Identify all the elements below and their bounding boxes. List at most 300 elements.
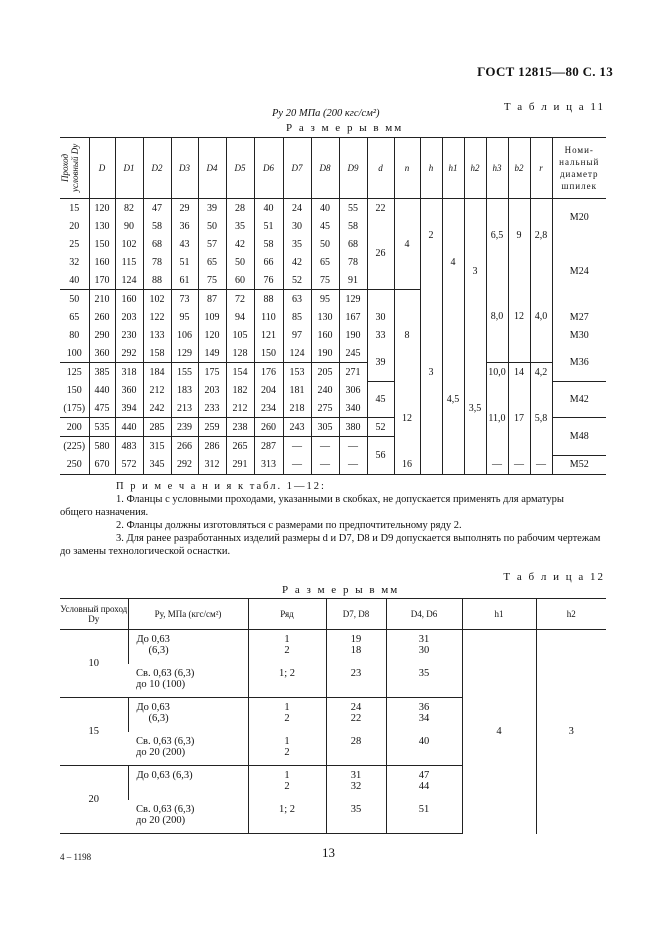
cell-d46 (386, 800, 462, 834)
cell-dim: 287 (254, 437, 283, 456)
cell-dim: 149 (198, 344, 226, 363)
cell-dim: 68 (143, 235, 171, 253)
cell-dn: 15 (60, 698, 128, 766)
cell-pressure (128, 766, 248, 800)
table-row (60, 363, 606, 382)
cell-dim: 266 (171, 437, 198, 456)
cell-h1: 4 (442, 199, 464, 327)
cell-dim: 42 (283, 253, 311, 271)
cell-dim: 95 (311, 290, 339, 309)
cell-pressure (128, 732, 248, 766)
cell-dim: 30 (283, 217, 311, 235)
cell-dim: 102 (143, 290, 171, 309)
cell-ryad (248, 800, 326, 834)
header-d3: D3 (171, 138, 198, 199)
cell-d: 33 (367, 326, 394, 344)
d78-line-1: 35 (350, 803, 362, 815)
cell-dn: 32 (69, 256, 80, 268)
cell-dim: 58 (143, 217, 171, 235)
cell-d: 22 (367, 199, 394, 218)
cell-pressure (128, 630, 248, 664)
cell-dim: 51 (254, 217, 283, 235)
cell-dim: 360 (89, 344, 115, 363)
cell-dim: 47 (143, 199, 171, 218)
table12-dims-caption: Р а з м е р ы в мм (282, 584, 400, 596)
ryad-line-1: 1 (284, 770, 290, 781)
cell-ryad (248, 732, 326, 766)
cell-d: 26 (367, 217, 394, 290)
cell-dim: 28 (226, 199, 254, 218)
cell-dim: 290 (89, 326, 115, 344)
cell-b2: 12 (508, 271, 530, 363)
cell-dim: 85 (283, 308, 311, 326)
cell-dim: 43 (171, 235, 198, 253)
d46-line-1: 47 (418, 770, 430, 781)
cell-dim: 76 (254, 271, 283, 290)
cell-d46 (386, 664, 462, 698)
cell-bolt: M48 (552, 418, 606, 456)
cell-dim: 88 (143, 271, 171, 290)
cell-dim: 190 (339, 326, 367, 344)
cell-bolt: M24 (552, 235, 606, 308)
header-n: n (394, 138, 420, 199)
cell-dim: — (283, 455, 311, 474)
header-d5: D5 (226, 138, 254, 199)
cell-dim: 153 (283, 363, 311, 382)
d46-line-2: 44 (418, 781, 430, 792)
cell-dim: 40 (311, 199, 339, 218)
header-bolt: Номи-нальный диаметр шпилек (552, 138, 606, 199)
cell-d78 (326, 630, 386, 664)
cell-d: 45 (367, 381, 394, 418)
cell-dim: 271 (339, 363, 367, 382)
cell-dim: 286 (198, 437, 226, 456)
cell-dim: 102 (115, 235, 143, 253)
cell-bolt: M27 (552, 308, 606, 326)
cell-ryad (248, 766, 326, 800)
cell-dim: 158 (143, 344, 171, 363)
cell-dim: 360 (115, 381, 143, 399)
d78-line-1: 23 (350, 667, 362, 679)
cell-d78 (326, 766, 386, 800)
t12-header-h1: h1 (462, 599, 536, 630)
d46-line-1: 36 (418, 702, 430, 713)
cell-dim: 260 (254, 418, 283, 437)
header-d8: D8 (311, 138, 339, 199)
notes (60, 480, 608, 558)
pressure-line-2: до 20 (200) (136, 746, 186, 758)
d46-line-1: 40 (418, 735, 430, 747)
cell-h2: 3,5 (464, 344, 486, 474)
cell-dim: 385 (89, 363, 115, 382)
cell-dn: 20 (60, 766, 128, 834)
cell-dim: 150 (254, 344, 283, 363)
cell-dim: 285 (143, 418, 171, 437)
cell-dim: 128 (226, 344, 254, 363)
d46-line-2: 30 (418, 645, 430, 656)
cell-dim: 97 (283, 326, 311, 344)
cell-dim: 160 (311, 326, 339, 344)
table-row (60, 381, 606, 399)
header-d: D (89, 138, 115, 199)
cell-h: 2 (420, 199, 442, 272)
cell-dim: 73 (171, 290, 198, 309)
cell-dim: 315 (143, 437, 171, 456)
cell-dim: 483 (115, 437, 143, 456)
t12-header-d46: D4, D6 (386, 599, 462, 630)
cell-dim: 265 (226, 437, 254, 456)
cell-dim: — (283, 437, 311, 456)
ryad-line-1: 1 (284, 702, 290, 713)
cell-dim: 65 (311, 253, 339, 271)
header-d9: D9 (339, 138, 367, 199)
cell-dim: 292 (171, 455, 198, 474)
cell-dim: 90 (115, 217, 143, 235)
cell-d: 39 (367, 344, 394, 381)
cell-dim: 50 (198, 217, 226, 235)
cell-dim: 121 (254, 326, 283, 344)
cell-pressure (128, 664, 248, 698)
header-h2: h2 (464, 138, 486, 199)
cell-dim: 312 (198, 455, 226, 474)
cell-d: 30 (367, 308, 394, 326)
header-d4: D4 (198, 138, 226, 199)
cell-dim: 176 (254, 363, 283, 382)
cell-dim: 78 (143, 253, 171, 271)
page-number: 13 (322, 845, 335, 860)
cell-dim: 160 (115, 290, 143, 309)
ryad-line-1: 1; 2 (278, 667, 296, 679)
cell-dim: 51 (171, 253, 198, 271)
cell-dim: 58 (254, 235, 283, 253)
cell-d78 (326, 664, 386, 698)
cell-dim: 130 (89, 217, 115, 235)
table11-dims-caption: Р а з м е р ы в мм (286, 122, 404, 134)
cell-d (367, 290, 394, 309)
d78-line-2: 22 (350, 713, 362, 724)
cell-dim: 204 (254, 381, 283, 399)
cell-bolt: M42 (552, 381, 606, 418)
cell-dim: 78 (339, 253, 367, 271)
cell-dim: 133 (143, 326, 171, 344)
header-d-small: d (367, 138, 394, 199)
ryad-line-1: 1; 2 (278, 803, 296, 815)
note-3b: до замены технологической оснастки. (60, 546, 231, 557)
cell-dim: 275 (311, 399, 339, 418)
cell-dim: 115 (115, 253, 143, 271)
cell-dim: 120 (198, 326, 226, 344)
cell-dim: 240 (311, 381, 339, 399)
cell-dn: (175) (60, 399, 89, 418)
cell-dim: 66 (254, 253, 283, 271)
cell-h: 3 (420, 271, 442, 474)
cell-dim: 160 (89, 253, 115, 271)
cell-dim: 190 (311, 344, 339, 363)
cell-dim: 210 (89, 290, 115, 309)
table12-label: Т а б л и ц а 12 (503, 571, 605, 583)
cell-dim: 572 (115, 455, 143, 474)
cell-b2: — (508, 455, 530, 474)
pressure-line-1: Св. 0,63 (6,3) (136, 667, 195, 679)
cell-h2: 3 (536, 630, 606, 834)
cell-dim: 184 (143, 363, 171, 382)
cell-dim: — (339, 437, 367, 456)
cell-dim: 82 (115, 199, 143, 218)
cell-r: 2,8 (530, 199, 552, 272)
cell-dim: 50 (311, 235, 339, 253)
cell-dim: 475 (89, 399, 115, 418)
cell-dim: 239 (171, 418, 198, 437)
d78-line-2: 18 (350, 645, 362, 656)
d46-line-1: 31 (418, 634, 430, 645)
cell-d78 (326, 732, 386, 766)
header-d7: D7 (283, 138, 311, 199)
cell-dim: 440 (89, 381, 115, 399)
cell-dim: 50 (226, 253, 254, 271)
table-row (60, 271, 606, 290)
cell-h2: 3 (464, 199, 486, 345)
cell-dim: 318 (115, 363, 143, 382)
cell-dim: 170 (89, 271, 115, 290)
cell-bolt: M52 (552, 455, 606, 474)
cell-dn: 10 (60, 630, 128, 698)
cell-h3: 6,5 (486, 199, 508, 272)
d78-line-1: 19 (350, 634, 362, 645)
cell-b2: 17 (508, 381, 530, 455)
cell-dim: 394 (115, 399, 143, 418)
cell-dim: 205 (311, 363, 339, 382)
cell-n: 8 (394, 290, 420, 382)
header-d6: D6 (254, 138, 283, 199)
cell-dim: 233 (198, 399, 226, 418)
header-dn: Проход условный Dу (60, 138, 89, 199)
cell-dim: 213 (171, 399, 198, 418)
cell-dim: 154 (226, 363, 254, 382)
table-row (60, 455, 606, 474)
cell-h3: 11,0 (486, 381, 508, 455)
cell-dim: 65 (198, 253, 226, 271)
cell-dim: 61 (171, 271, 198, 290)
pressure-line-2: до 20 (200) (136, 814, 186, 826)
cell-dn: 125 (66, 366, 82, 378)
cell-dim: 110 (254, 308, 283, 326)
cell-n: 16 (394, 455, 420, 474)
d46-line-2: 34 (418, 713, 430, 724)
cell-dim: 129 (171, 344, 198, 363)
cell-dim: 35 (226, 217, 254, 235)
cell-dim: 95 (171, 308, 198, 326)
cell-dim: 181 (283, 381, 311, 399)
cell-bolt: M20 (552, 199, 606, 236)
ryad-line-2: 2 (284, 746, 290, 758)
cell-dim: 212 (226, 399, 254, 418)
cell-n: 4 (394, 199, 420, 290)
t12-header-pressure: Pу, МПа (кгс/см²) (128, 599, 248, 630)
cell-dim: 91 (339, 271, 367, 290)
note-2: 2. Фланцы должны изготовляться с размерами по предпочтительному ряду 2. (116, 520, 462, 531)
cell-dim: 212 (143, 381, 171, 399)
cell-dn: 150 (66, 384, 82, 396)
cell-dim: 203 (115, 308, 143, 326)
cell-dim: 380 (339, 418, 367, 437)
header-h: h (420, 138, 442, 199)
footer-code: 4 – 1198 (60, 852, 92, 862)
cell-dim: 535 (89, 418, 115, 437)
cell-d46 (386, 766, 462, 800)
cell-dim: 88 (254, 290, 283, 309)
cell-dim: 24 (283, 199, 311, 218)
pressure-line-2: (6,3) (148, 645, 169, 656)
cell-dim: 45 (311, 217, 339, 235)
cell-dim: 57 (198, 235, 226, 253)
table-row (60, 199, 606, 218)
cell-dim: 40 (254, 199, 283, 218)
cell-d46 (386, 698, 462, 732)
cell-dim: 94 (226, 308, 254, 326)
cell-dim: 155 (171, 363, 198, 382)
cell-bolt: M30 (552, 326, 606, 344)
cell-dim: 150 (89, 235, 115, 253)
d78-line-1: 24 (350, 702, 362, 713)
d46-line-1: 51 (418, 803, 430, 815)
cell-n: 12 (394, 381, 420, 455)
cell-b2: 9 (508, 199, 530, 272)
cell-ryad (248, 630, 326, 664)
cell-dim: 306 (339, 381, 367, 399)
cell-dim: 29 (171, 199, 198, 218)
cell-dim: 68 (339, 235, 367, 253)
ryad-line-2: 2 (284, 713, 290, 724)
table11-label: Т а б л и ц а 11 (503, 101, 605, 113)
cell-dim: 245 (339, 344, 367, 363)
cell-dim: 130 (311, 308, 339, 326)
cell-dn: 80 (69, 329, 80, 341)
d78-line-1: 31 (350, 770, 362, 781)
cell-dim: — (311, 455, 339, 474)
pressure-line-1: Св. 0,63 (6,3) (136, 735, 195, 747)
cell-h3: 8,0 (486, 271, 508, 363)
table-row (60, 630, 606, 664)
header-b2: b2 (508, 138, 530, 199)
cell-dn: 20 (69, 220, 80, 232)
cell-dim: 72 (226, 290, 254, 309)
cell-dim: 345 (143, 455, 171, 474)
ryad-line-2: 2 (284, 781, 290, 792)
header-d1: D1 (115, 138, 143, 199)
table11-pressure-caption: Pу 20 МПа (200 кгс/см²) (272, 108, 380, 119)
table-12 (60, 598, 606, 834)
cell-dim: 167 (339, 308, 367, 326)
cell-dim: 109 (198, 308, 226, 326)
cell-h3: — (486, 455, 508, 474)
cell-h3: 10,0 (486, 363, 508, 382)
cell-dim: 230 (115, 326, 143, 344)
cell-dim: 183 (171, 381, 198, 399)
cell-dim: 340 (339, 399, 367, 418)
cell-dim: 106 (171, 326, 198, 344)
cell-d46 (386, 630, 462, 664)
cell-dim: 291 (226, 455, 254, 474)
cell-dn: 100 (60, 344, 89, 363)
cell-dim: — (311, 437, 339, 456)
cell-dn: 65 (69, 311, 80, 323)
cell-d: 56 (367, 437, 394, 475)
d46-line-1: 35 (418, 667, 430, 679)
cell-dn: 25 (69, 238, 80, 250)
cell-dn: 40 (60, 271, 89, 290)
cell-dim: 55 (339, 199, 367, 218)
cell-d78 (326, 698, 386, 732)
cell-dim: 305 (311, 418, 339, 437)
cell-dim: 87 (198, 290, 226, 309)
t12-header-dn: Условный проход Dу (60, 599, 128, 630)
pressure-line-1: До 0,63 (136, 634, 170, 645)
cell-b2: 14 (508, 363, 530, 382)
pressure-line-2: (6,3) (148, 713, 169, 724)
pressure-line-1: До 0,63 (136, 702, 170, 713)
d78-line-1: 28 (350, 735, 362, 747)
cell-dim: 120 (89, 199, 115, 218)
ryad-line-1: 1 (284, 634, 290, 645)
cell-dim: 292 (115, 344, 143, 363)
pressure-line-1: Св. 0,63 (6,3) (136, 803, 195, 815)
cell-dim: 260 (89, 308, 115, 326)
cell-dim: 63 (283, 290, 311, 309)
cell-h1: 4,5 (442, 326, 464, 474)
header-d2: D2 (143, 138, 171, 199)
header-r: r (530, 138, 552, 199)
cell-h1: 4 (462, 630, 536, 834)
cell-dim: 243 (283, 418, 311, 437)
cell-d78 (326, 800, 386, 834)
cell-dn: 200 (60, 418, 89, 437)
ryad-line-1: 1 (284, 735, 290, 747)
cell-dim: 124 (115, 271, 143, 290)
cell-dn: 50 (69, 293, 80, 305)
cell-dim: 52 (283, 271, 311, 290)
cell-dim: 182 (226, 381, 254, 399)
cell-ryad (248, 664, 326, 698)
cell-dim: 105 (226, 326, 254, 344)
cell-dim: 42 (226, 235, 254, 253)
cell-dim: — (339, 455, 367, 474)
cell-dim: 203 (198, 381, 226, 399)
cell-dim: 580 (89, 437, 115, 456)
cell-dim: 36 (171, 217, 198, 235)
notes-title: П р и м е ч а н и я к табл. 1—12: (116, 481, 326, 492)
cell-dim: 35 (283, 235, 311, 253)
cell-r: — (530, 455, 552, 474)
pressure-line-2: до 10 (100) (136, 678, 186, 690)
cell-dim: 58 (339, 217, 367, 235)
cell-dim: 75 (311, 271, 339, 290)
cell-r: 5,8 (530, 381, 552, 455)
page-header: ГОСТ 12815—80 С. 13 (477, 64, 613, 79)
cell-dim: 238 (226, 418, 254, 437)
cell-dim: 242 (143, 399, 171, 418)
note-1a: 1. Фланцы с условными проходами, указанными в скобках, не допускается применять для арматуры (116, 494, 564, 505)
cell-dim: 129 (339, 290, 367, 309)
cell-d: 52 (367, 418, 394, 437)
cell-r: 4,0 (530, 271, 552, 363)
cell-dim: 60 (226, 271, 254, 290)
t12-header-ryad: Ряд (248, 599, 326, 630)
cell-dn: (225) (63, 440, 86, 452)
cell-dim: 75 (198, 271, 226, 290)
cell-dim: 122 (143, 308, 171, 326)
cell-dim: 39 (198, 199, 226, 218)
cell-dim: 124 (283, 344, 311, 363)
